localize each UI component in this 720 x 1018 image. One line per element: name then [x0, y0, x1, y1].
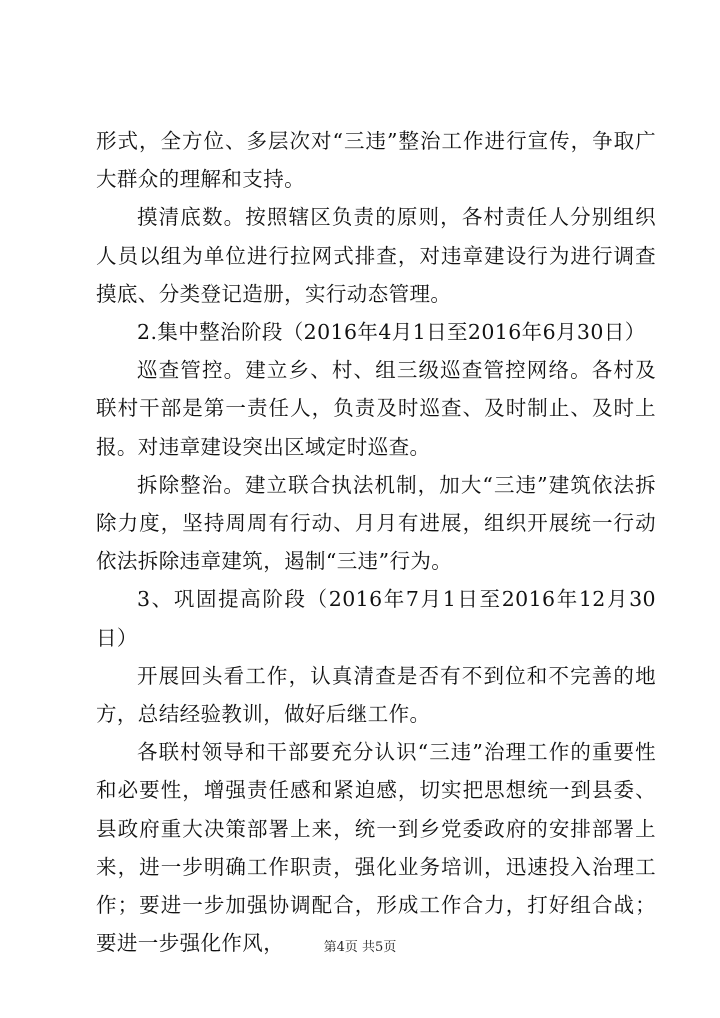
- paragraph-2: 摸清底数。按照辖区负责的原则，各村责任人分别组织人员以组为单位进行拉网式排查，对违章建设行为进行调查摸底、分类登记造册，实行动态管理。: [96, 205, 656, 306]
- paragraph-6: 各联村领导和干部要充分认识“三违”治理工作的重要性和必要性，增强责任感和紧迫感，切实把思想统一到县委、县政府重大决策部署上来，统一到乡党委政府的安排部署上来，进一步明确工作职责，强化业务培训，迅速投入治理工作；要进一步加强协调配合，形成工作合力，打好组合战；要进一步强化作风，: [96, 740, 656, 956]
- paragraph-1: 形式，全方位、多层次对“三违”整治工作进行宣传，争取广大群众的理解和支持。: [96, 129, 656, 192]
- page-number-footer: 第4页 共5页: [323, 940, 397, 955]
- paragraph-3: 巡查管控。建立乡、村、组三级巡查管控网络。各村及联村干部是第一责任人，负责及时巡查、及时制止、及时上报。对违章建设突出区域定时巡查。: [96, 358, 656, 459]
- document-body: [96, 122, 656, 962]
- section-heading-2: 2.集中整治阶段（2016年4月1日至2016年6月30日）: [137, 320, 646, 345]
- paragraph-4: 拆除整治。建立联合执法机制，加大“三违”建筑依法拆除力度，坚持周周有行动、月月有进展，组织开展统一行动依法拆除违章建筑，遏制“三违”行为。: [96, 472, 656, 574]
- paragraph-5: 开展回头看工作，认真清查是否有不到位和不完善的地方，总结经验教训，做好后继工作。: [96, 663, 656, 727]
- section-heading-3: 3、巩固提高阶段（2016年7月1日至2016年12月30日）: [96, 587, 656, 650]
